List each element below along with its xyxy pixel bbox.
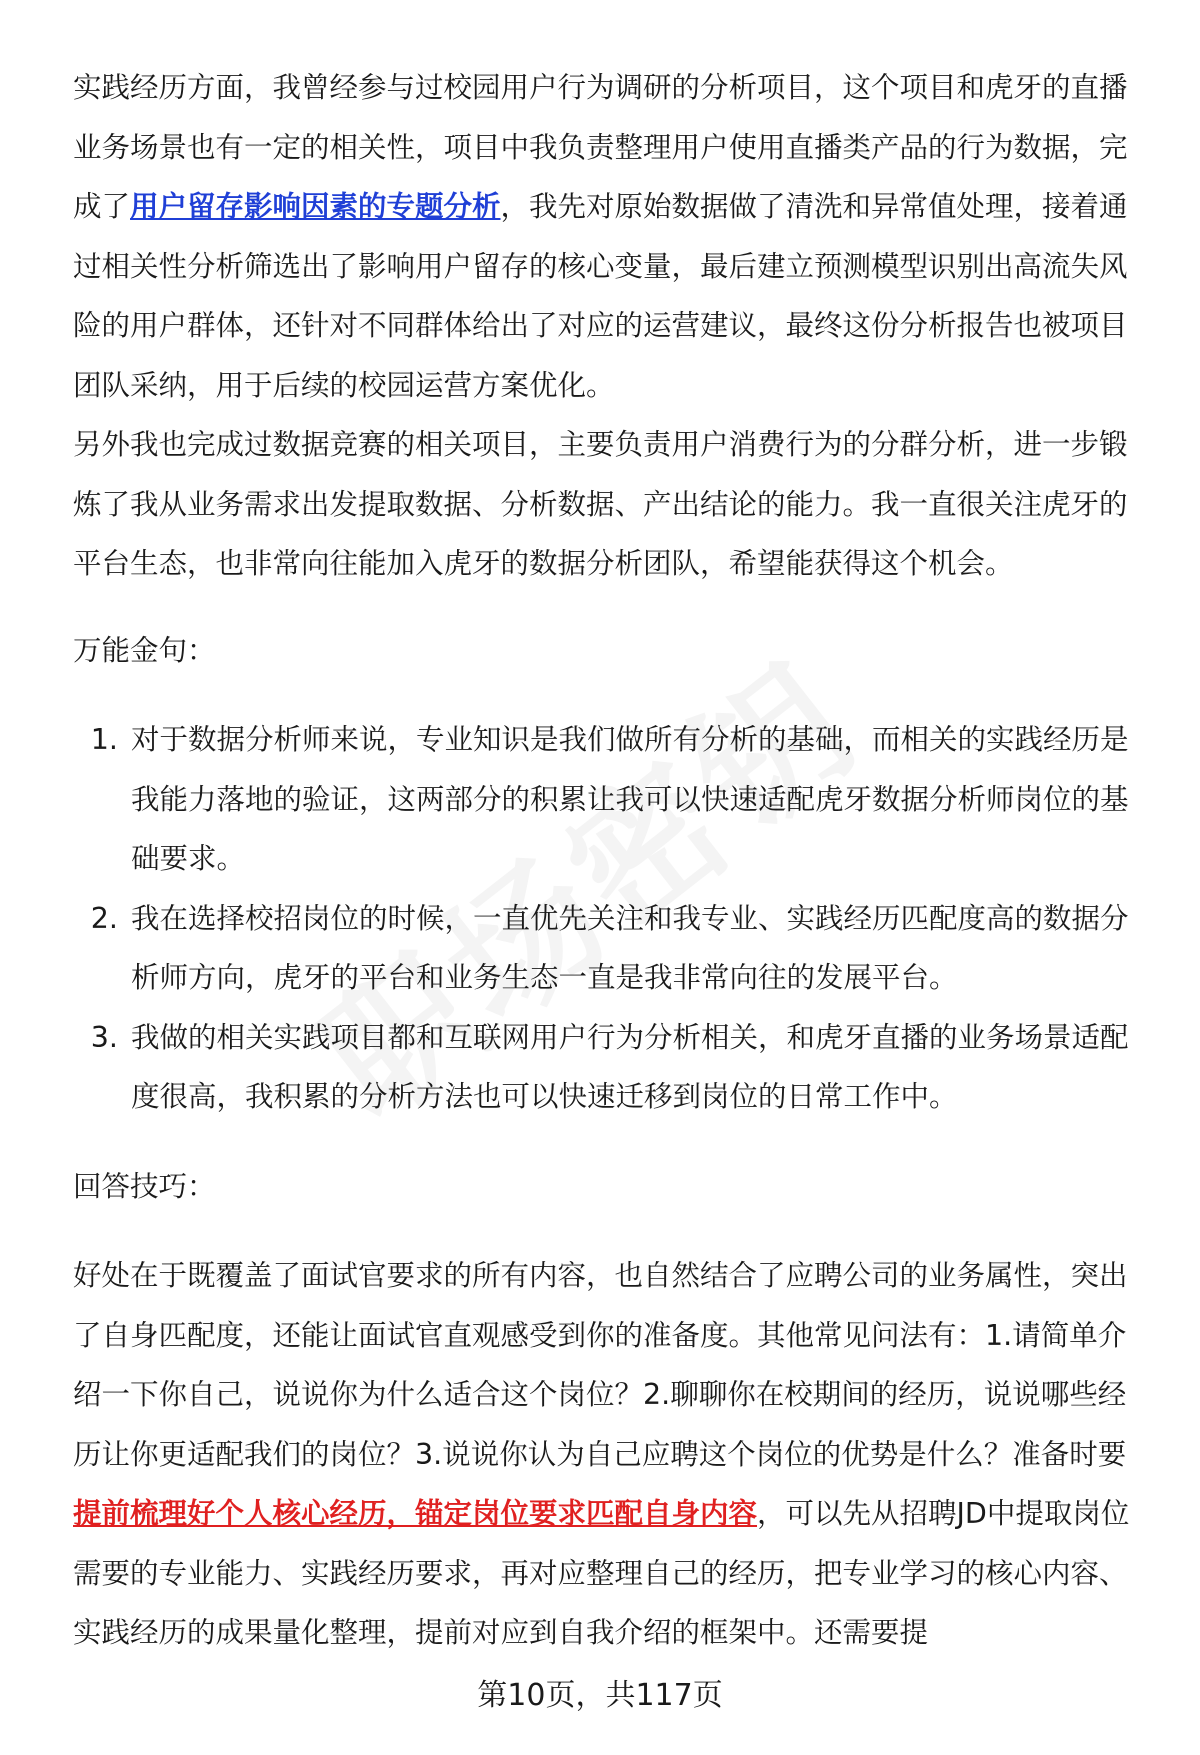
topic-link[interactable]: 用户留存影响因素的专题分析	[130, 190, 501, 223]
paragraph-competition: 另外我也完成过数据竞赛的相关项目，主要负责用户消费行为的分群分析，进一步锻炼了我从业务需求出发提取数据、分析数据、产出结论的能力。我一直很关注虎牙的平台生态，也非常向往能加入虎牙的数据分析团队，希望能获得这个机会。	[73, 428, 1128, 580]
page-number: 第10页，共117页	[477, 1678, 723, 1713]
paragraph-tips: 好处在于既覆盖了面试官要求的所有内容，也自然结合了应聘公司的业务属性，突出了自身匹配度，还能让面试官直观感受到你的准备度。其他常见问法有：1.请简单介绍一下你自己，说说你为什么适合这个岗位？2.聊聊你在校期间的经历，说说哪些经历让你更适配我们的岗位？3.说说你认为自己应聘这个岗位的优势是什么？准备时要提前梳理好个人核心经历，锚定岗位要求匹配自身内容，可以先从招聘JD中提取岗位需要的专业能力、实践经历要求，再对应整理自己的经历，把专业学习的核心内容、实践经历的成果量化整理，提前对应到自我介绍的框架中。还需要提	[73, 1259, 1130, 1649]
list-item: 2. 我在选择校招岗位的时候，一直优先关注和我专业、实践经历匹配度高的数据分析师方向，虎牙的平台和业务生态一直是我非常向往的发展平台。	[127, 889, 1148, 1008]
list-item: 3. 我做的相关实践项目都和互联网用户行为分析相关，和虎牙直播的业务场景适配度很高，我积累的分析方法也可以快速迁移到岗位的日常工作中。	[127, 1008, 1148, 1127]
paragraph-experience: 实践经历方面，我曾经参与过校园用户行为调研的分析项目，这个项目和虎牙的直播业务场景也有一定的相关性，项目中我负责整理用户使用直播类产品的行为数据，完成了用户留存影响因素的专题分析，我先对原始数据做了清洗和异常值处理，接着通过相关性分析筛选出了影响用户留存的核心变量，最后建立预测模型识别出高流失风险的用户群体，还针对不同群体给出了对应的运营建议，最终这份分析报告也被项目团队采纳，用于后续的校园运营方案优化。	[73, 71, 1128, 402]
section-heading-golden-sentences: 万能金句：	[73, 633, 216, 667]
key-highlight: 提前梳理好个人核心经历，锚定岗位要求匹配自身内容	[73, 1497, 758, 1530]
list-item: 1. 对于数据分析师来说，专业知识是我们做所有分析的基础，而相关的实践经历是我能力落地的验证，这两部分的积累让我可以快速适配虎牙数据分析师岗位的基础要求。	[127, 710, 1148, 889]
content	[73, 58, 1148, 1663]
golden-sentences-list	[73, 710, 1148, 1127]
section-heading-tips: 回答技巧：	[73, 1169, 216, 1203]
